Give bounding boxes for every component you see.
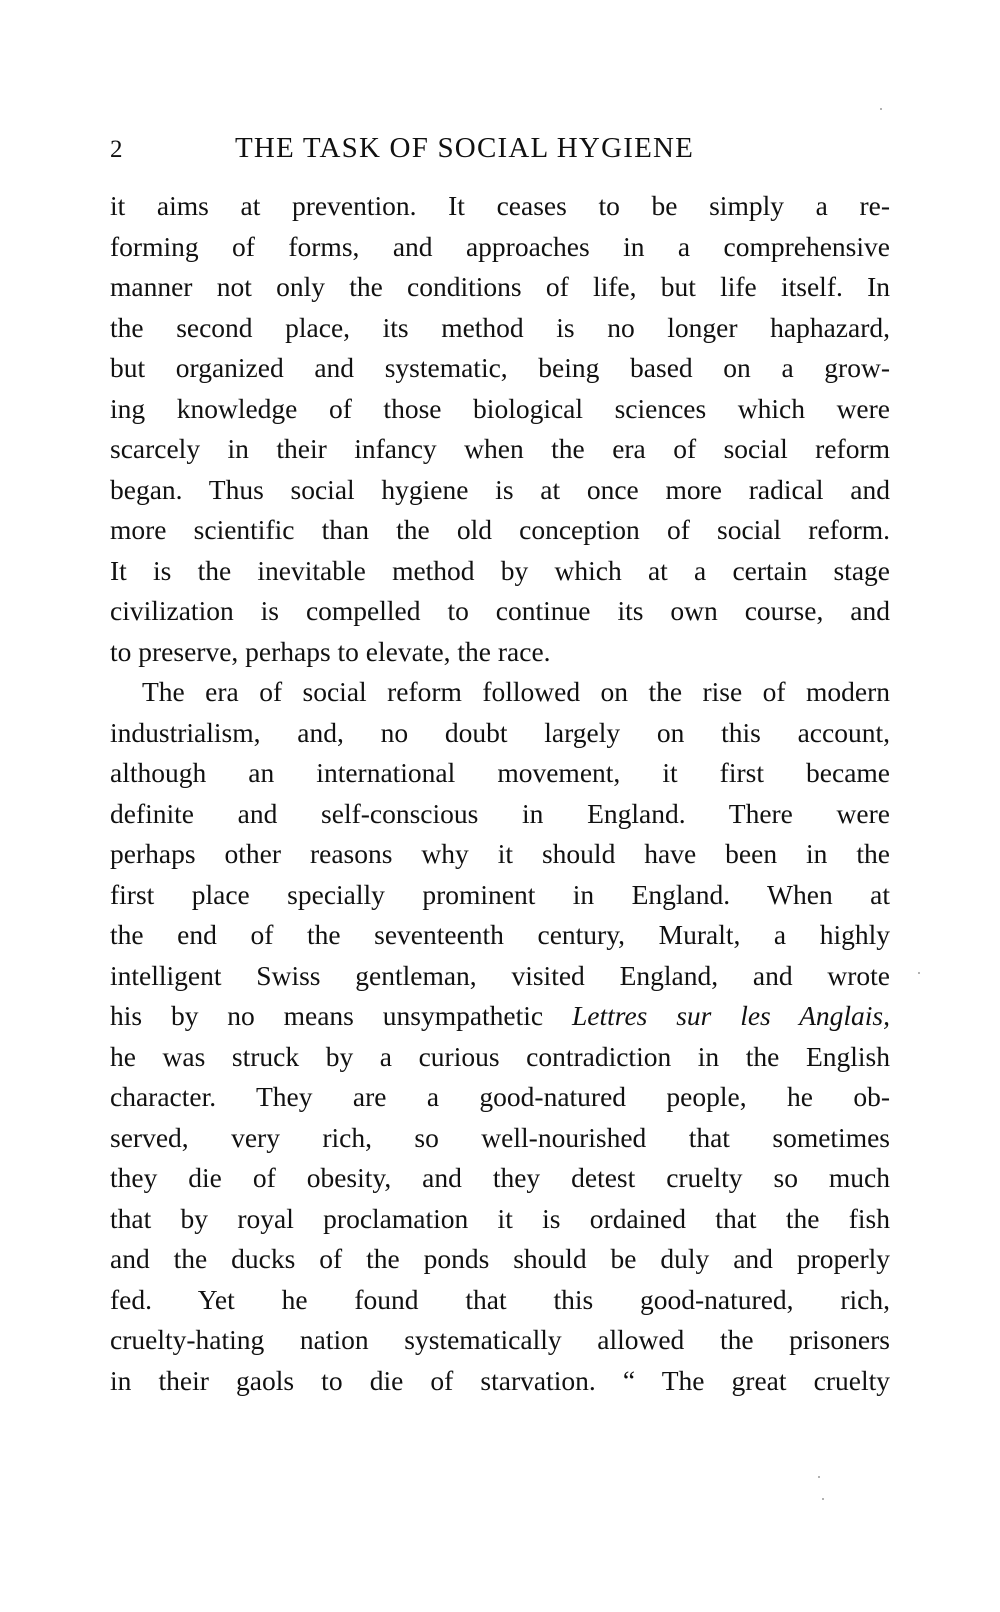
text-line-with-italic-title [110, 996, 890, 1037]
page-header [110, 132, 890, 172]
text-line: The era of social reform followed on the rise of modern [142, 676, 890, 707]
text-line: definite and self-conscious in England. There were [110, 797, 890, 829]
text-line: more scientific than the old conception of social reform. [110, 514, 890, 545]
italic-book-title: Lettres sur les Anglais, [571, 1000, 890, 1031]
text-line: and the ducks of the ponds should be duly and properly [110, 1243, 890, 1274]
text-line: the second place, its method is no longer haphazard, [110, 311, 890, 343]
paper-speck [818, 1476, 820, 1478]
text-line: industrialism, and, no doubt largely on this account, [110, 716, 890, 748]
text-line: began. Thus social hygiene is at once more radical and [110, 473, 890, 505]
page-number: 2 [110, 136, 123, 163]
running-title: THE TASK OF SOCIAL HYGIENE [235, 132, 695, 164]
text-line: served, very rich, so well-nourished that sometimes [110, 1121, 890, 1153]
text-line: perhaps other reasons why it should have been in the [110, 838, 890, 869]
text-line: manner not only the conditions of life, but life itself. In [110, 271, 890, 302]
text-line: it aims at prevention. It ceases to be simply a re- [110, 190, 890, 221]
text-line: intelligent Swiss gentleman, visited England, and wrote [110, 959, 890, 991]
text-line: ing knowledge of those biological sciences which were [110, 392, 890, 424]
text-line: first place specially prominent in England. When at [110, 878, 890, 910]
paragraph-1 [110, 186, 890, 672]
text-line: but organized and systematic, being based on a grow- [110, 352, 890, 383]
text-line: fed. Yet he found that this good-natured, rich, [110, 1283, 890, 1315]
paper-speck [822, 1498, 824, 1500]
paper-speck [880, 108, 882, 110]
text-line: that by royal proclamation it is ordained that the fish [110, 1202, 890, 1234]
text-line: civilization is compelled to continue its own course, and [110, 595, 890, 626]
text-line: scarcely in their infancy when the era of social reform [110, 433, 890, 464]
paper-speck [918, 972, 920, 974]
text-line: forming of forms, and approaches in a comprehensive [110, 230, 890, 262]
body-text [110, 186, 890, 1401]
text-segment: his by no means unsympathetic [110, 1000, 544, 1031]
text-line: they die of obesity, and they detest cruelty so much [110, 1162, 890, 1193]
text-line: he was struck by a curious contradiction in the English [110, 1040, 890, 1072]
text-line: the end of the seventeenth century, Muralt, a highly [110, 919, 890, 950]
text-line: to preserve, perhaps to elevate, the race. [110, 635, 551, 667]
text-line: cruelty-hating nation systematically allowed the prisoners [110, 1324, 890, 1355]
text-line: It is the inevitable method by which at a certain stage [110, 554, 890, 586]
paragraph-2 [110, 672, 890, 1401]
text-line: although an international movement, it first became [110, 757, 890, 788]
text-line: in their gaols to die of starvation. “ The great cruelty [110, 1364, 890, 1396]
text-line: character. They are a good-natured people, he ob- [110, 1081, 890, 1112]
